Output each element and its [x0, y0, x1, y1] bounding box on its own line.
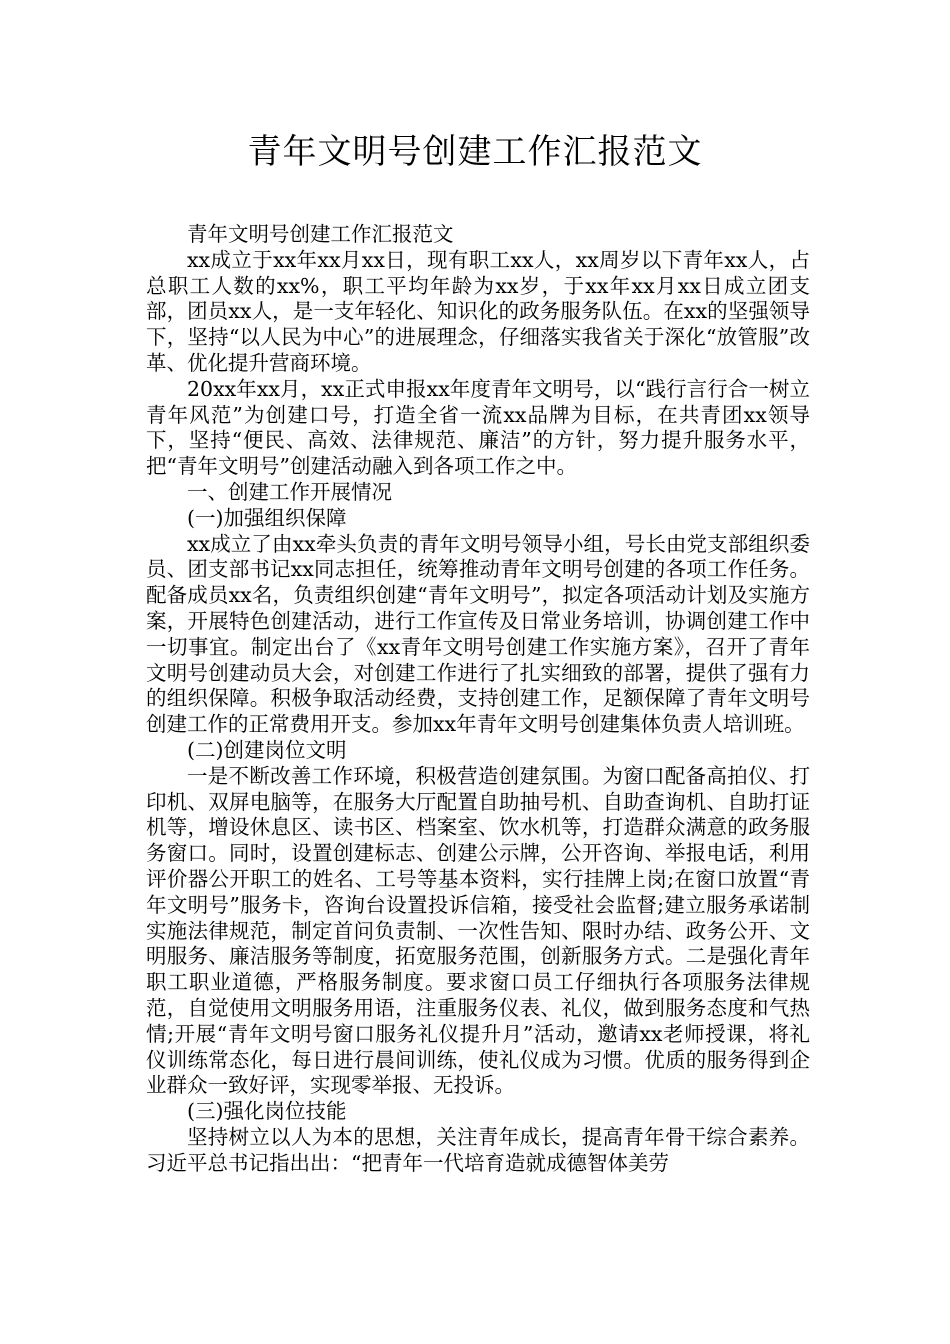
- document-body: [146, 222, 810, 1176]
- paragraph-declaration: 20xx年xx月，xx正式申报xx年度青年文明号，以“践行言行合一树立青年风范”为创建口号，打造全省一流xx品牌为目标，在共青团xx领导下，坚持“便民、高效、法律规范、廉洁”的方针，努力提升服务水平，把“青年文明号”创建活动融入到各项工作之中。: [146, 376, 810, 479]
- paragraph-post-civility: 一是不断改善工作环境，积极营造创建氛围。为窗口配备高拍仪、打印机、双屏电脑等，在服务大厅配置自助抽号机、自助查询机、自助打证机等，增设休息区、读书区、档案室、饮水机等，打造群众满意的政务服务窗口。同时，设置创建标志、创建公示牌，公开咨询、举报电话，利用评价器公开职工的姓名、工号等基本资料，实行挂牌上岗;在窗口放置“青年文明号”服务卡，咨询台设置投诉信箱，接受社会监督;建立服务承诺制实施法律规范，制定首问负责制、一次性告知、限时办结、政务公开、文明服务、廉洁服务等制度，拓宽服务范围，创新服务方式。二是强化青年职工职业道德，严格服务制度。要求窗口员工仔细执行各项服务法律规范，自觉使用文明服务用语，注重服务仪表、礼仪，做到服务态度和气热情;开展“青年文明号窗口服务礼仪提升月”活动，邀请xx老师授课，将礼仪训练常态化，每日进行晨间训练，使礼仪成为习惯。优质的服务得到企业群众一致好评，实现零举报、无投诉。: [146, 763, 810, 1098]
- subsection-heading-1: (一)加强组织保障: [187, 505, 347, 530]
- paragraph-skills: 坚持树立以人为本的思想，关注青年成长，提高青年骨干综合素养。习近平总书记指出出：“把青年一代培育造就成德智体美劳: [146, 1124, 810, 1175]
- subsection-heading-2: (二)创建岗位文明: [187, 737, 347, 762]
- section-heading-1: 一、创建工作开展情况: [187, 479, 392, 504]
- paragraph-organization: xx成立了由xx牵头负责的青年文明号领导小组，号长由党支部组织委员、团支部书记xx同志担任，统筹推动青年文明号创建的各项工作任务。配备成员xx名，负责组织创建“青年文明号”，拟定各项活动计划及实施方案，开展特色创建活动，进行工作宣传及日常业务培训，协调创建工作中一切事宜。制定出台了《xx青年文明号创建工作实施方案》，召开了青年文明号创建动员大会，对创建工作进行了扎实细致的部署，提供了强有力的组织保障。积极争取活动经费，支持创建工作，足额保障了青年文明号创建工作的正常费用开支。参加xx年青年文明号创建集体负责人培训班。: [146, 531, 810, 737]
- subsection-heading-3: (三)强化岗位技能: [187, 1099, 347, 1124]
- paragraph-intro: xx成立于xx年xx月xx日，现有职工xx人，xx周岁以下青年xx人，占总职工人数的xx%，职工平均年龄为xx岁，于xx年xx月xx日成立团支部，团员xx人，是一支年轻化、知识化的政务服务队伍。在xx的坚强领导下，坚持“以人民为中心”的进展理念，仔细落实我省关于深化“放管服”改革、优化提升营商环境。: [146, 247, 810, 375]
- document-title: 青年文明号创建工作汇报范文: [247, 132, 703, 172]
- body-subtitle: 青年文明号创建工作汇报范文: [187, 222, 454, 246]
